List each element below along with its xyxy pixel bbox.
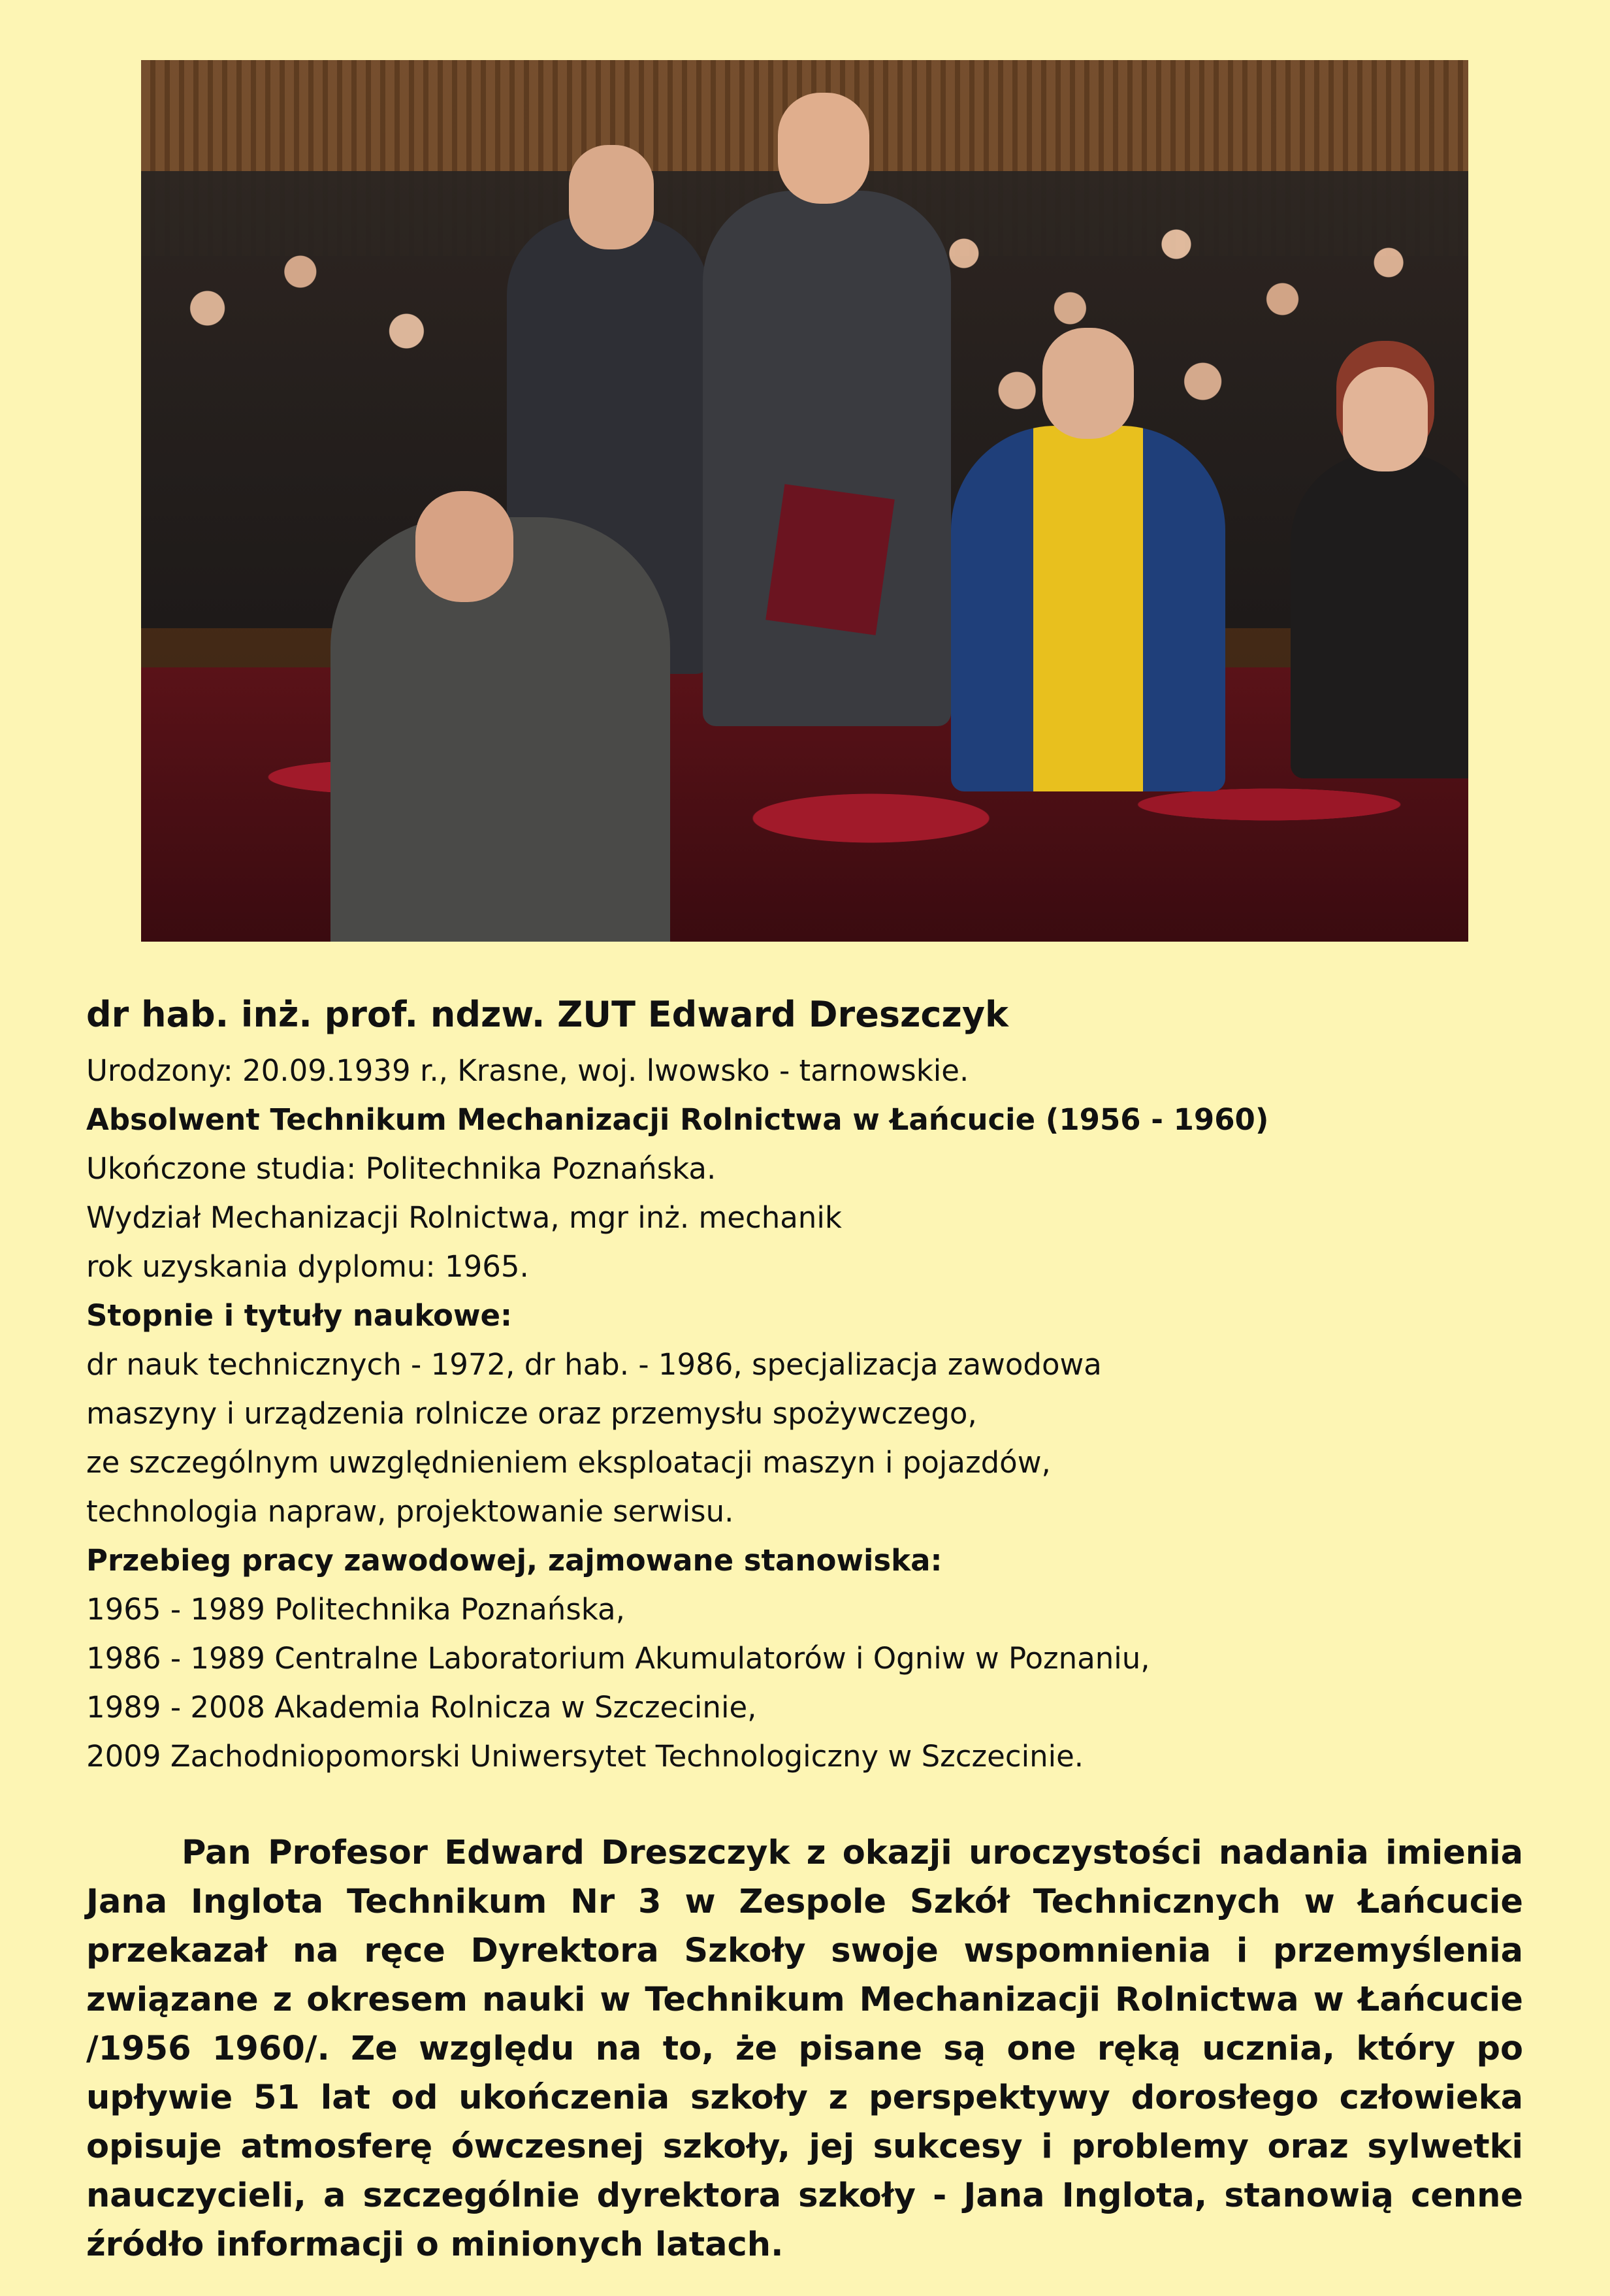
description-paragraph: Pan Profesor Edward Dreszczyk z okazji uroczystości nadania imienia Jana Inglota Technikum Nr 3 w Zespole Szkół Technicznych w Łańcucie przekazał na ręce Dyrektora Szkoły swoje wspomnienia i przemyślenia związane z okresem nauki w Technikum Mechanizacji Rolnictwa w Łańcucie /1956 1960/. Ze względu na to, że pisane są one ręką ucznia, który po upływie 51 lat od ukończenia szkoły z perspektywy dorosłego człowieka opisuje atmosferę ówczesnej szkoły, jej sukcesy i problemy oraz sylwetki nauczycieli, a szczególnie dyrektora szkoły - Jana Inglota, stanowią cenne źródło informacji o minionych latach. [86, 1834, 1523, 2264]
photo-man-standing [703, 191, 951, 726]
bio-line: Stopnie i tytuły naukowe: [86, 1298, 513, 1333]
bio-line: 1986 - 1989 Centralne Laboratorium Akumulatorów i Ogniw w Poznaniu, [86, 1640, 1150, 1676]
photo-head [415, 491, 513, 602]
bio-line: Ukończone studia: Politechnika Poznańska. [86, 1151, 716, 1186]
bio-line: ze szczególnym uwzględnieniem eksploatacji maszyn i pojazdów, [86, 1444, 1051, 1480]
photo-head [1042, 328, 1134, 439]
photo-man-seated [330, 517, 670, 942]
bio-line: Przebieg pracy zawodowej, zajmowane stanowiska: [86, 1542, 942, 1578]
ceremony-photo [141, 60, 1468, 942]
bio-line: Absolwent Technikum Mechanizacji Rolnictwa w Łańcucie (1956 - 1960) [86, 1102, 1269, 1137]
photo-book [765, 484, 895, 635]
bio-line: rok uzyskania dyplomu: 1965. [86, 1249, 529, 1284]
bio-line: 1965 - 1989 Politechnika Poznańska, [86, 1591, 625, 1627]
bio-line: Wydział Mechanizacji Rolnictwa, mgr inż. mechanik [86, 1200, 842, 1235]
bio-line: 1989 - 2008 Akademia Rolnicza w Szczecinie, [86, 1689, 757, 1725]
photo-head [1343, 367, 1428, 471]
photo-head [778, 93, 869, 204]
bio-line: maszyny i urządzenia rolnicze oraz przemysłu spożywczego, [86, 1395, 977, 1431]
bio-line: technologia napraw, projektowanie serwisu. [86, 1493, 734, 1529]
photo-woman [1291, 452, 1468, 778]
bio-section [86, 993, 1523, 1781]
photo-head [569, 145, 654, 249]
bio-line: Urodzony: 20.09.1939 r., Krasne, woj. lwowsko - tarnowskie. [86, 1053, 969, 1088]
bio-line: dr nauk technicznych - 1972, dr hab. - 1986, specjalizacja zawodowa [86, 1347, 1102, 1382]
bio-line: 2009 Zachodniopomorski Uniwersytet Technologiczny w Szczecinie. [86, 1738, 1084, 1774]
bio-lines [86, 1046, 1523, 1781]
person-name: dr hab. inż. prof. ndzw. ZUT Edward Dreszczyk [86, 994, 1008, 1035]
photo-man-yellow-jacket [951, 426, 1225, 791]
